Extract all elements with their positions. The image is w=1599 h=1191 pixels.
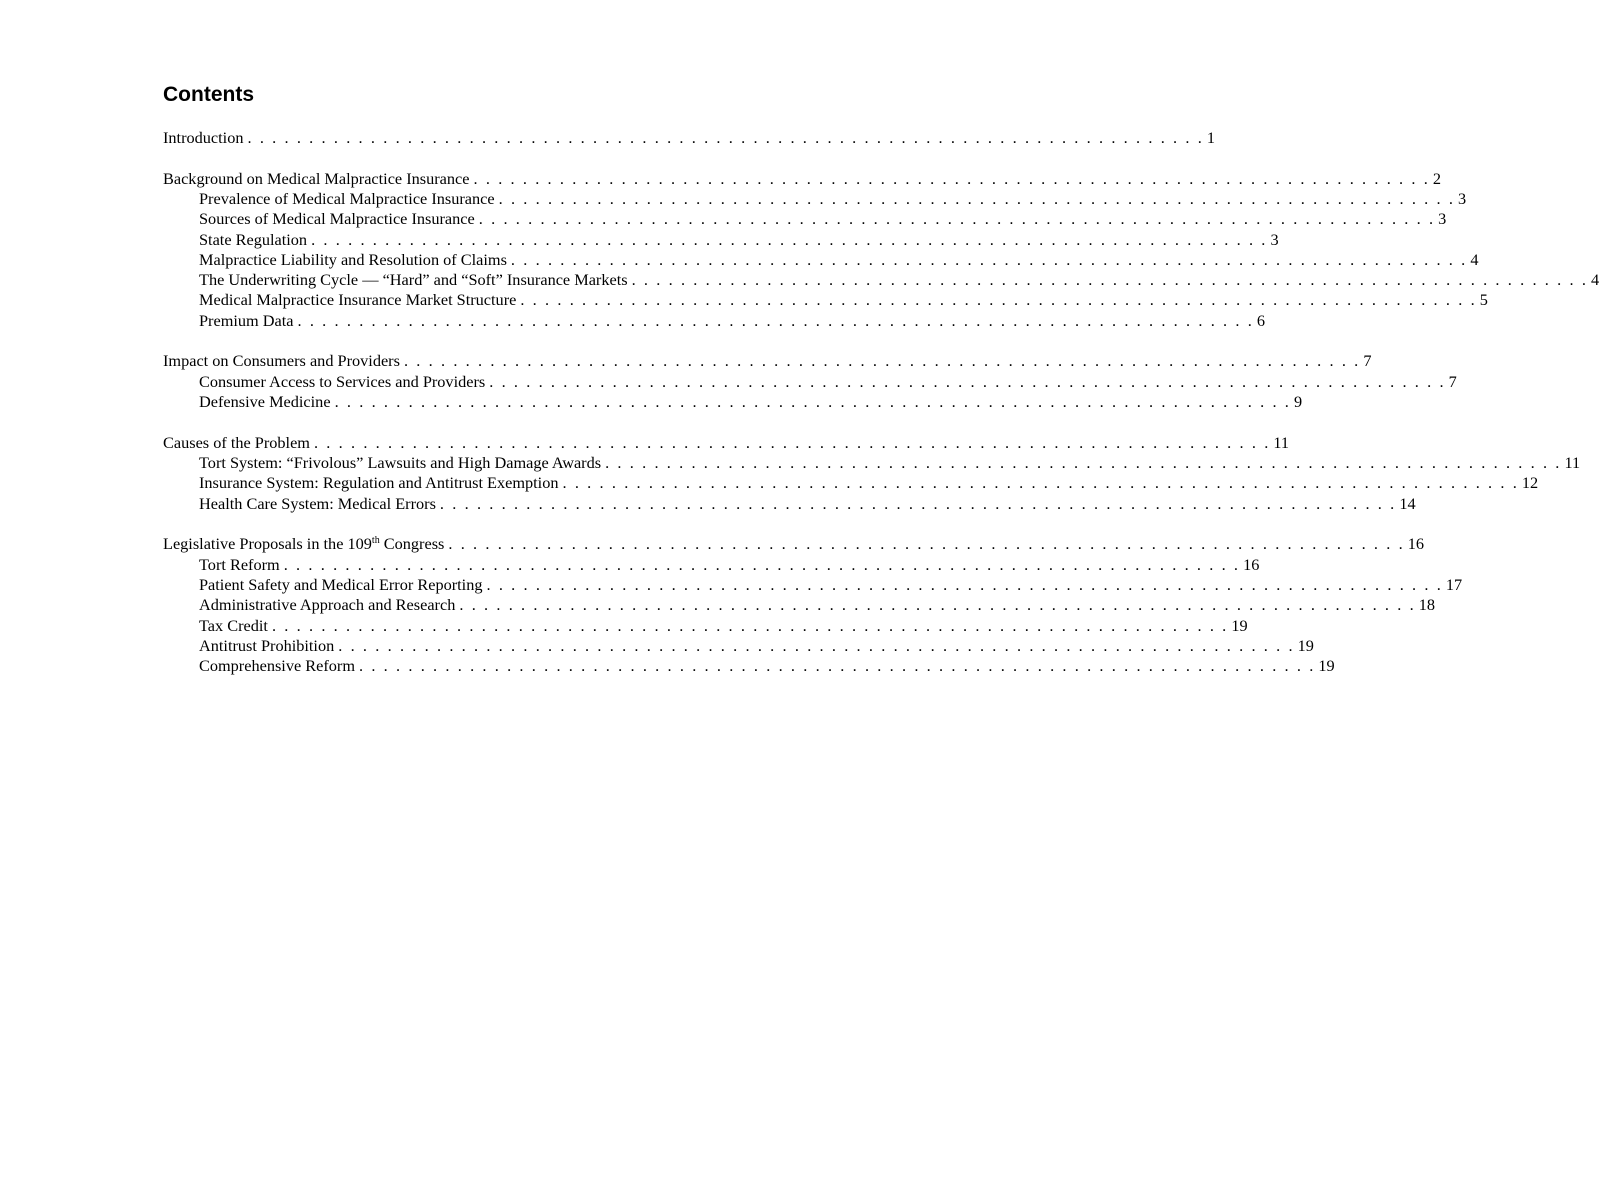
dot-leader: . . . . . . . . . . . . . . . . . . . . . . . . . . . . . . . . . . . . . . . . . . . . . . . . . . . . . . . . . . . . . . . . . . . . . . . . . . . . . .	[271, 615, 1229, 635]
dot-leader: . . . . . . . . . . . . . . . . . . . . . . . . . . . . . . . . . . . . . . . . . . . . . . . . . . . . . . . . . . . . . . . . . . . . . . . . . . . . . .	[498, 188, 1456, 208]
toc-entry-title-text: Malpractice Liability and Resolution of Claims	[199, 249, 507, 269]
toc-entry-title-text: Administrative Approach and Research	[199, 595, 456, 615]
toc-page-number: 7	[1363, 351, 1372, 371]
page-title: Contents	[163, 83, 254, 106]
toc-subentry[interactable]	[163, 270, 1599, 290]
toc-subentry[interactable]	[163, 493, 1416, 514]
toc-section	[163, 128, 1216, 148]
dot-leader: . . . . . . . . . . . . . . . . . . . . . . . . . . . . . . . . . . . . . . . . . . . . . . . . . . . . . . . . . . . . . . . . . . . . . . . . . . . . . .	[562, 473, 1519, 493]
toc-entry-title-text: Introduction	[163, 128, 244, 147]
toc-page-number: 5	[1479, 290, 1488, 310]
toc-subentry[interactable]	[163, 229, 1279, 250]
dot-leader: . . . . . . . . . . . . . . . . . . . . . . . . . . . . . . . . . . . . . . . . . . . . . . . . . . . . . . . . . . . . . . . . . . . . . . . . . . . . . .	[478, 209, 1436, 229]
toc-subentry[interactable]	[163, 290, 1488, 310]
toc-entry-title	[199, 250, 511, 270]
toc-subentry[interactable]	[163, 188, 1467, 209]
dot-leader: . . . . . . . . . . . . . . . . . . . . . . . . . . . . . . . . . . . . . . . . . . . . . . . . . . . . . . . . . . . . . . . . . . . . . . . . . . . . . .	[448, 534, 1405, 554]
toc-entry-title-text: Tax Credit	[199, 615, 268, 635]
toc-entry-title-text: Medical Malpractice Insurance Market Structure	[199, 290, 517, 310]
toc-page-number: 11	[1273, 432, 1290, 452]
toc-subentry[interactable]	[163, 453, 1581, 473]
toc-subentry[interactable]	[163, 473, 1539, 493]
toc-page-number: 7	[1448, 371, 1457, 391]
dot-leader: . . . . . . . . . . . . . . . . . . . . . . . . . . . . . . . . . . . . . . . . . . . . . . . . . . . . . . . . . . . . . . . . . . . . . . . . . . . . . .	[247, 128, 1204, 147]
toc-entry-title-text: Comprehensive Reform	[199, 656, 355, 676]
toc-subentry[interactable]	[163, 615, 1248, 636]
toc-entry-title	[199, 656, 359, 676]
toc-entry[interactable]	[163, 351, 1372, 371]
toc-entry-title-text: Defensive Medicine	[199, 392, 331, 412]
toc-page-number: 9	[1293, 392, 1303, 412]
toc-section	[163, 432, 1581, 514]
toc-subentry[interactable]	[163, 554, 1260, 575]
dot-leader: . . . . . . . . . . . . . . . . . . . . . . . . . . . . . . . . . . . . . . . . . . . . . . . . . . . . . . . . . . . . . . . . . . . . . . . . . . . . . .	[489, 371, 1446, 391]
toc-entry[interactable]	[163, 534, 1425, 554]
toc-subentry[interactable]	[163, 595, 1436, 615]
toc-section	[163, 351, 1457, 412]
toc-entry-title	[199, 453, 605, 473]
toc-entry-title-text: Causes of the Problem	[163, 432, 310, 452]
toc-page-number: 3	[1438, 209, 1447, 229]
toc-entry-title-text: Background on Medical Malpractice Insurance	[163, 168, 470, 188]
dot-leader: . . . . . . . . . . . . . . . . . . . . . . . . . . . . . . . . . . . . . . . . . . . . . . . . . . . . . . . . . . . . . . . . . . . . . . . . . . . . . .	[473, 168, 1430, 188]
toc-entry-title	[199, 636, 338, 656]
toc-page-number: 16	[1407, 534, 1425, 554]
toc-page-number: 19	[1318, 656, 1335, 676]
toc-subentry[interactable]	[163, 392, 1303, 412]
toc-page-number: 16	[1243, 554, 1260, 574]
toc-page-number: 18	[1418, 595, 1436, 615]
toc-section	[163, 168, 1599, 331]
toc-entry-title-superscript: th	[371, 535, 380, 547]
toc-entry-title-text: Health Care System: Medical Errors	[199, 493, 436, 513]
toc-entry[interactable]	[163, 168, 1442, 189]
toc-entry[interactable]	[163, 128, 1216, 148]
toc-page-number: 17	[1445, 574, 1463, 594]
toc-subentry[interactable]	[163, 371, 1457, 392]
dot-leader: . . . . . . . . . . . . . . . . . . . . . . . . . . . . . . . . . . . . . . . . . . . . . . . . . . . . . . . . . . . . . . . . . . . . . . . . . . . . . .	[313, 432, 1271, 452]
toc-entry-title	[163, 534, 448, 554]
toc-entry-title-text: The Underwriting Cycle — “Hard” and “Soft” Insurance Markets	[199, 270, 628, 290]
contents-page	[163, 82, 1599, 697]
toc-entry[interactable]	[163, 432, 1290, 453]
dot-leader: . . . . . . . . . . . . . . . . . . . . . . . . . . . . . . . . . . . . . . . . . . . . . . . . . . . . . . . . . . . . . . . . . . . . . . . . . . . . . .	[631, 270, 1588, 290]
dot-leader: . . . . . . . . . . . . . . . . . . . . . . . . . . . . . . . . . . . . . . . . . . . . . . . . . . . . . . . . . . . . . . . . . . . . . . . . . . . . . .	[297, 310, 1254, 330]
toc-entry-title	[199, 494, 440, 514]
toc-entry-title-text: Antitrust Prohibition	[199, 635, 335, 655]
dot-leader: . . . . . . . . . . . . . . . . . . . . . . . . . . . . . . . . . . . . . . . . . . . . . . . . . . . . . . . . . . . . . . . . . . . . . . . . . . . . . .	[459, 595, 1416, 615]
dot-leader: . . . . . . . . . . . . . . . . . . . . . . . . . . . . . . . . . . . . . . . . . . . . . . . . . . . . . . . . . . . . . . . . . . . . . . . . . . . . . .	[605, 453, 1562, 473]
toc-entry-title	[199, 270, 632, 290]
toc-entry-title	[199, 311, 298, 331]
toc-entry-title	[199, 290, 520, 310]
toc-section	[163, 534, 1463, 676]
toc-subentry[interactable]	[163, 635, 1314, 656]
toc-entry-title	[199, 575, 486, 595]
toc-subentry[interactable]	[163, 656, 1335, 676]
toc-entry-title-text: Consumer Access to Services and Providers	[199, 371, 486, 391]
toc-page-number: 6	[1256, 310, 1266, 330]
toc-entry-title	[163, 433, 314, 453]
toc-page-number: 2	[1432, 168, 1442, 188]
dot-leader: . . . . . . . . . . . . . . . . . . . . . . . . . . . . . . . . . . . . . . . . . . . . . . . . . . . . . . . . . . . . . . . . . . . . . . . . . . . . . .	[439, 493, 1397, 513]
toc-page-number: 1	[1206, 128, 1216, 147]
toc-entry-title-suffix: Congress	[379, 534, 445, 554]
toc-entry-title	[163, 128, 247, 148]
dot-leader: . . . . . . . . . . . . . . . . . . . . . . . . . . . . . . . . . . . . . . . . . . . . . . . . . . . . . . . . . . . . . . . . . . . . . . . . . . . . . .	[311, 229, 1268, 249]
toc-page-number: 19	[1297, 635, 1314, 655]
toc-entry-title	[199, 616, 272, 636]
toc-page-number: 14	[1399, 493, 1416, 513]
dot-leader: . . . . . . . . . . . . . . . . . . . . . . . . . . . . . . . . . . . . . . . . . . . . . . . . . . . . . . . . . . . . . . . . . . . . . . . . . . . . . .	[510, 249, 1468, 269]
dot-leader: . . . . . . . . . . . . . . . . . . . . . . . . . . . . . . . . . . . . . . . . . . . . . . . . . . . . . . . . . . . . . . . . . . . . . . . . . . . . . .	[520, 290, 1477, 310]
dot-leader: . . . . . . . . . . . . . . . . . . . . . . . . . . . . . . . . . . . . . . . . . . . . . . . . . . . . . . . . . . . . . . . . . . . . . . . . . . . . . .	[403, 351, 1361, 371]
toc-entry-title	[163, 169, 474, 189]
toc-entry-title-text: Premium Data	[199, 310, 294, 330]
toc-entry-title-text: Patient Safety and Medical Error Reporting	[199, 574, 483, 594]
toc-entry-title-text: State Regulation	[199, 229, 308, 249]
toc-entry-title	[199, 209, 479, 229]
toc-entry-title	[199, 392, 335, 412]
toc-entry-title	[199, 230, 311, 250]
toc-page-number: 12	[1521, 473, 1539, 493]
dot-leader: . . . . . . . . . . . . . . . . . . . . . . . . . . . . . . . . . . . . . . . . . . . . . . . . . . . . . . . . . . . . . . . . . . . . . . . . . . . . . .	[486, 574, 1443, 594]
toc-page-number: 4	[1591, 270, 1599, 290]
toc-entry-title-text: Legislative Proposals in the 109	[163, 534, 372, 554]
toc-entry-title	[199, 595, 459, 615]
toc-entry-title-text: Impact on Consumers and Providers	[163, 351, 400, 371]
dot-leader: . . . . . . . . . . . . . . . . . . . . . . . . . . . . . . . . . . . . . . . . . . . . . . . . . . . . . . . . . . . . . . . . . . . . . . . . . . . . . .	[359, 656, 1316, 676]
toc-entry-title-text: Tort Reform	[199, 554, 280, 574]
dot-leader: . . . . . . . . . . . . . . . . . . . . . . . . . . . . . . . . . . . . . . . . . . . . . . . . . . . . . . . . . . . . . . . . . . . . . . . . . . . . . .	[338, 635, 1295, 655]
toc-entry-title-text: Tort System: “Frivolous” Lawsuits and High Damage Awards	[199, 453, 602, 473]
toc-subentry[interactable]	[163, 574, 1463, 595]
toc-entry-title	[199, 473, 563, 493]
toc-entry-title	[199, 372, 489, 392]
toc-page-number: 11	[1564, 453, 1581, 473]
toc-entry-title	[199, 189, 499, 209]
toc-page-number: 3	[1270, 229, 1279, 249]
toc-entry-title-text: Sources of Medical Malpractice Insurance	[199, 209, 475, 229]
toc-entry-title	[199, 555, 284, 575]
toc-entry-title-text: Insurance System: Regulation and Antitrust Exemption	[199, 473, 559, 493]
toc-subentry[interactable]	[163, 310, 1266, 331]
toc-page-number: 3	[1458, 188, 1467, 208]
toc-entry-title	[163, 351, 404, 371]
dot-leader: . . . . . . . . . . . . . . . . . . . . . . . . . . . . . . . . . . . . . . . . . . . . . . . . . . . . . . . . . . . . . . . . . . . . . . . . . . . . . .	[334, 392, 1291, 412]
toc-subentry[interactable]	[163, 249, 1479, 270]
toc-page-number: 4	[1470, 249, 1479, 269]
toc-entry-title-text: Prevalence of Medical Malpractice Insurance	[199, 188, 495, 208]
toc-subentry[interactable]	[163, 209, 1447, 229]
dot-leader: . . . . . . . . . . . . . . . . . . . . . . . . . . . . . . . . . . . . . . . . . . . . . . . . . . . . . . . . . . . . . . . . . . . . . . . . . . . . . .	[283, 554, 1241, 574]
toc-page-number: 19	[1231, 615, 1248, 635]
table-of-contents	[163, 128, 1599, 676]
